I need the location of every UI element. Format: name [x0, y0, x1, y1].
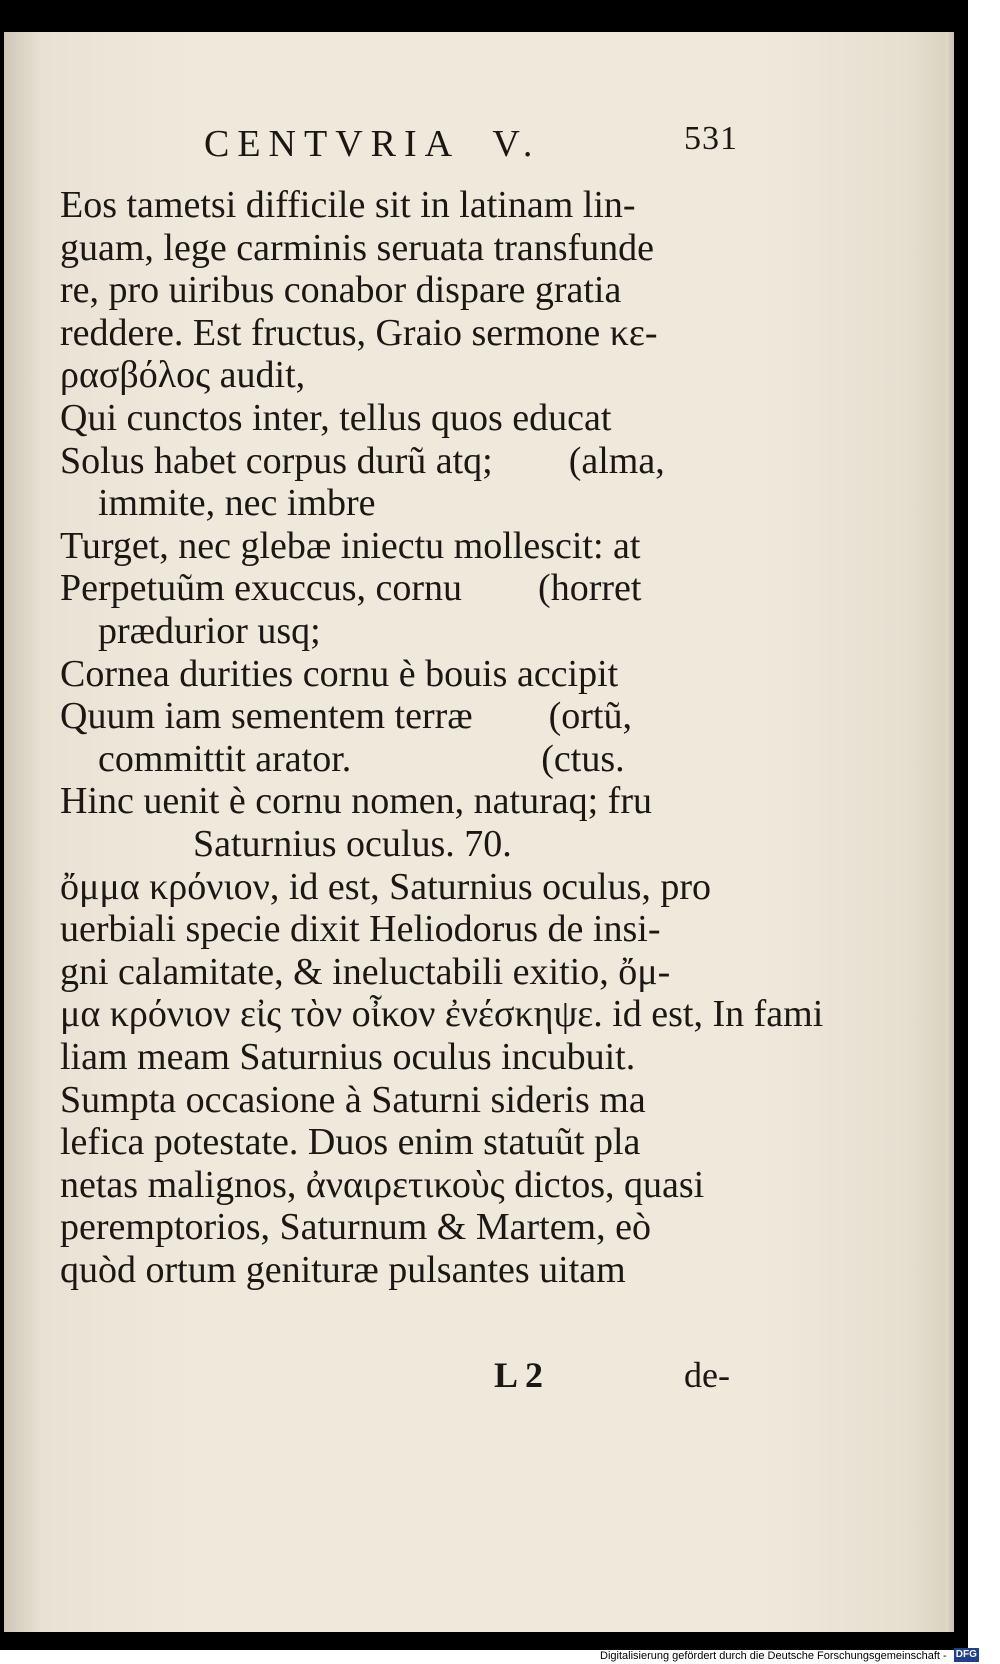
catchword-row	[494, 1354, 754, 1400]
text-line: ὄμμα κρόνιον, id est, Saturnius oculus, pro	[60, 865, 712, 908]
text-line: lefica potestate. Duos enim statuũt pla	[60, 1121, 641, 1164]
text-line: re, pro uiribus conabor dispare gratia	[60, 269, 622, 312]
text-line: Eos tametsi difficile sit in latinam lin-	[60, 184, 636, 226]
signature-mark: L 2	[494, 1355, 544, 1395]
text-line: Turget, nec glebæ iniectu mollescit: at	[60, 524, 641, 567]
text-line: quòd ortum genituræ pulsantes uitam	[60, 1249, 626, 1291]
text-line: guam, lege carminis seruata transfunde	[60, 226, 655, 269]
page-number: 531	[684, 120, 738, 157]
text-line: committit arator. (ctus.	[60, 737, 625, 780]
running-head: CENTVRIA V.	[204, 123, 541, 165]
text-line: ρασβόλος audit,	[60, 354, 306, 397]
text-line: prædurior usq;	[60, 610, 321, 652]
text-line: reddere. Est fructus, Graio sermone κε-	[60, 311, 658, 354]
text-line: netas malignos, ἀναιρετικοὺς dictos, quasi	[60, 1163, 705, 1206]
text-line: Quum iam sementem terræ (ortũ,	[60, 695, 632, 738]
text-line: gni calamitate, & ineluctabili exitio, ὄμ-	[60, 950, 671, 993]
text-line: uerbiali specie dixit Heliodorus de insi-	[60, 908, 661, 951]
text-line: Hinc uenit è cornu nomen, naturaq; fru	[60, 780, 652, 823]
text-line: Sumpta occasione à Saturni sideris ma	[60, 1078, 646, 1121]
text-line: Solus habet corpus durũ atq; (alma,	[60, 439, 665, 482]
text-line: peremptorios, Saturnum & Martem, eò	[60, 1206, 651, 1249]
credit-text: Digitalisierung gefördert durch die Deutsche Forschungsgemeinschaft -	[600, 1650, 947, 1662]
digitization-credit	[600, 1648, 979, 1664]
text-line: immite, nec imbre	[60, 482, 376, 525]
text-line: Qui cunctos inter, tellus quos educat	[60, 397, 612, 439]
dfg-logo: DFG	[955, 1649, 977, 1660]
text-line: Saturnius oculus. 70.	[60, 823, 512, 865]
page-edge	[946, 32, 954, 1632]
text-line: Cornea durities cornu è bouis accipit	[60, 652, 619, 695]
text-line: μα κρόνιον εἰς τὸν οἶκον ἐνέσκηψε. id est, In fami	[60, 993, 824, 1036]
catchword: de-	[684, 1355, 730, 1395]
text-line: liam meam Saturnius oculus incubuit.	[60, 1036, 636, 1078]
book-page	[4, 32, 954, 1632]
text-line: Perpetuũm exuccus, cornu (horret	[60, 567, 642, 610]
